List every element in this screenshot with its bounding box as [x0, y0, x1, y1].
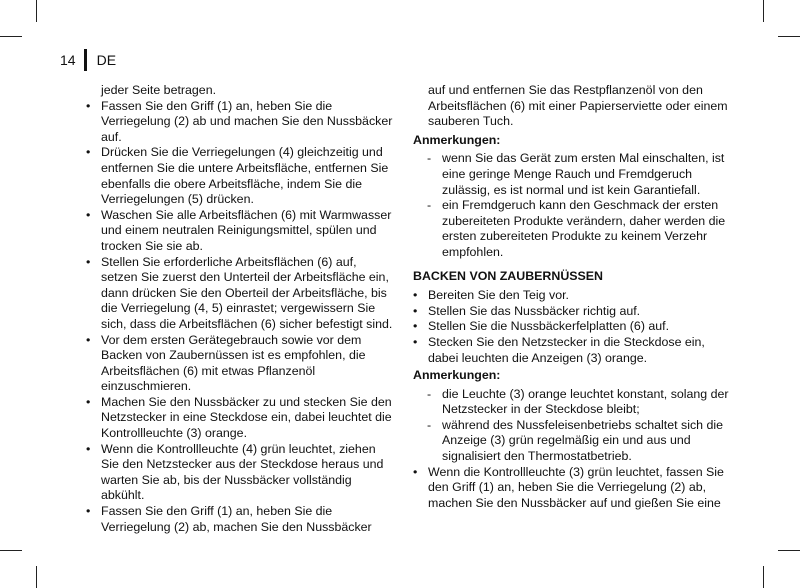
page-header	[60, 48, 116, 72]
list-item: • Stellen Sie erforderliche Arbeitsflächen (6) auf, setzen Sie zuerst den Unterteil der Arbeitsfläche ein, dann drücken Sie den Oberteil der Arbeitsfläche, bis die Verriegelung (4, 5) einrastet; vergewissern Sie sich, dass die Arbeitsflächen (6) sicher befestigt sind.	[86, 255, 396, 333]
continuation-text: jeder Seite betragen.	[101, 83, 217, 97]
language-code: DE	[96, 52, 117, 68]
list-item: • Waschen Sie alle Arbeitsflächen (6) mit Warmwasser und einem neutralen Reinigungsmittel, spülen und trocken Sie sie ab.	[86, 208, 396, 255]
instruction-list	[86, 99, 396, 536]
notes-heading: Anmerkungen:	[413, 368, 501, 383]
header-separator	[84, 49, 87, 71]
crop-mark-bottom-left	[36, 566, 37, 588]
notes-list	[413, 387, 733, 465]
notes-list	[413, 151, 733, 260]
page-number: 14	[60, 52, 76, 68]
list-item: - ein Fremdgeruch kann den Geschmack der ersten zubereiteten Produkte verändern, daher werden die ersten zubereiteten Produkte zu keinem Verzehr empfohlen.	[413, 198, 733, 260]
notes-heading: Anmerkungen:	[413, 132, 501, 147]
crop-mark-bottom-right-h	[778, 550, 800, 551]
continuation-text: auf und entfernen Sie das Restpflanzenöl von den Arbeitsflächen (6) mit einer Papierserviette oder einem sauberen Tuch.	[428, 83, 728, 129]
instruction-list	[413, 465, 733, 512]
list-item: • Stellen Sie das Nussbäcker richtig auf.	[413, 304, 733, 320]
crop-mark-bottom-right	[763, 566, 764, 588]
crop-mark-top-left-h	[0, 36, 22, 37]
section-list	[413, 288, 733, 366]
right-column	[413, 83, 733, 511]
section-title: BACKEN VON ZAUBERNÜSSEN	[413, 268, 604, 283]
left-column	[86, 83, 396, 535]
crop-mark-top-right	[763, 0, 764, 22]
list-item: • Wenn die Kontrollleuchte (4) grün leuchtet, ziehen Sie den Netzstecker aus der Steckdose heraus und warten Sie ab, bis der Nussbäcker vollständig abkühlt.	[86, 442, 396, 504]
list-item: • Drücken Sie die Verriegelungen (4) gleichzeitig und entfernen Sie die untere Arbeitsfläche, entfernen Sie ebenfalls die obere Arbeitsfläche, indem Sie die Verriegelungen (5) drücken.	[86, 145, 396, 207]
crop-mark-top-left	[36, 0, 37, 22]
list-item: • Stellen Sie die Nussbäckerfelplatten (6) auf.	[413, 319, 733, 335]
list-item: - die Leuchte (3) orange leuchtet konstant, solang der Netzstecker in der Steckdose bleibt;	[413, 387, 733, 418]
list-item: • Vor dem ersten Gerätegebrauch sowie vor dem Backen von Zaubernüssen ist es empfohlen, die Arbeitsflächen (6) mit etwas Pflanzenöl einzuschmieren.	[86, 333, 396, 395]
list-item: • Stecken Sie den Netzstecker in die Steckdose ein, dabei leuchten die Anzeigen (3) orange.	[413, 335, 733, 366]
list-item: - wenn Sie das Gerät zum ersten Mal einschalten, ist eine geringe Menge Rauch und Fremdgeruch zulässig, es ist normal und ist kein Garantiefall.	[413, 151, 733, 198]
list-item: • Bereiten Sie den Teig vor.	[413, 288, 733, 304]
list-item: • Wenn die Kontrollleuchte (3) grün leuchtet, fassen Sie den Griff (1) an, heben Sie die Verriegelung (2) ab, machen Sie den Nussbäcker auf und gießen Sie eine	[413, 465, 733, 512]
crop-mark-top-right-h	[778, 36, 800, 37]
list-item: • Fassen Sie den Griff (1) an, heben Sie die Verriegelung (2) ab und machen Sie den Nussbäcker auf.	[86, 99, 396, 146]
list-item: • Machen Sie den Nussbäcker zu und stecken Sie den Netzstecker in eine Steckdose ein, dabei leuchtet die Kontrollleuchte (3) orange.	[86, 395, 396, 442]
crop-mark-bottom-left-h	[0, 550, 22, 551]
list-item: • Fassen Sie den Griff (1) an, heben Sie die Verriegelung (2) ab, machen Sie den Nussbäcker	[86, 504, 396, 535]
list-item: - während des Nussfeleisenbetriebs schaltet sich die Anzeige (3) grün regelmäßig ein und aus und signalisiert den Thermostatbetrieb.	[413, 418, 733, 465]
